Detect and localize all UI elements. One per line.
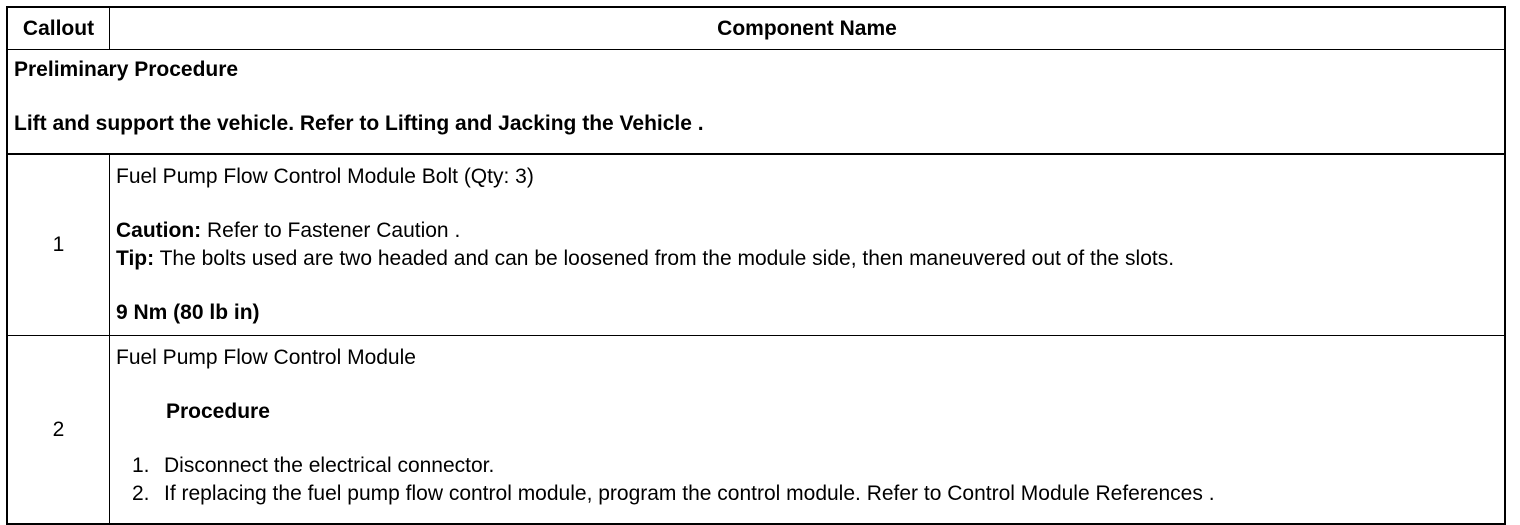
header-callout: Callout [8,8,110,49]
header-component-name: Component Name [717,16,897,40]
torque-spec: 9 Nm (80 lb in) [116,301,260,324]
component-cell [110,155,1504,335]
component-name: Fuel Pump Flow Control Module Bolt (Qty: 3) [116,165,534,188]
caution-text: Refer to Fastener Caution . [201,219,461,242]
callout-number: 1 [8,155,110,335]
callout-number: 2 [8,336,110,523]
caution-label: Caution: [116,219,202,242]
procedure-title: Procedure [166,400,270,423]
preliminary-row [8,49,1504,153]
table-row [8,335,1504,523]
preliminary-cell [8,50,1504,153]
table-row [8,153,1504,335]
step-number: 2. [132,482,150,505]
step-text: Disconnect the electrical connector. [164,454,495,477]
component-cell [110,336,1504,523]
step-text: If replacing the fuel pump flow control module, program the control module. Refer to Control Module References . [164,482,1215,505]
tip-text: The bolts used are two headed and can be loosened from the module side, then maneuvered out of the slots. [154,247,1175,270]
preliminary-title: Preliminary Procedure [14,58,239,81]
tip-line [116,245,1498,273]
procedure-steps [116,452,1498,508]
step-number: 1. [132,454,150,477]
tip-label: Tip: [116,247,155,270]
caution-line [116,217,1498,245]
procedure-step [116,452,1498,480]
table-header-row [8,8,1504,49]
component-table [6,6,1506,525]
procedure-step [116,480,1498,508]
component-name: Fuel Pump Flow Control Module [116,346,416,369]
preliminary-text: Lift and support the vehicle. Refer to Lifting and Jacking the Vehicle . [14,112,704,135]
